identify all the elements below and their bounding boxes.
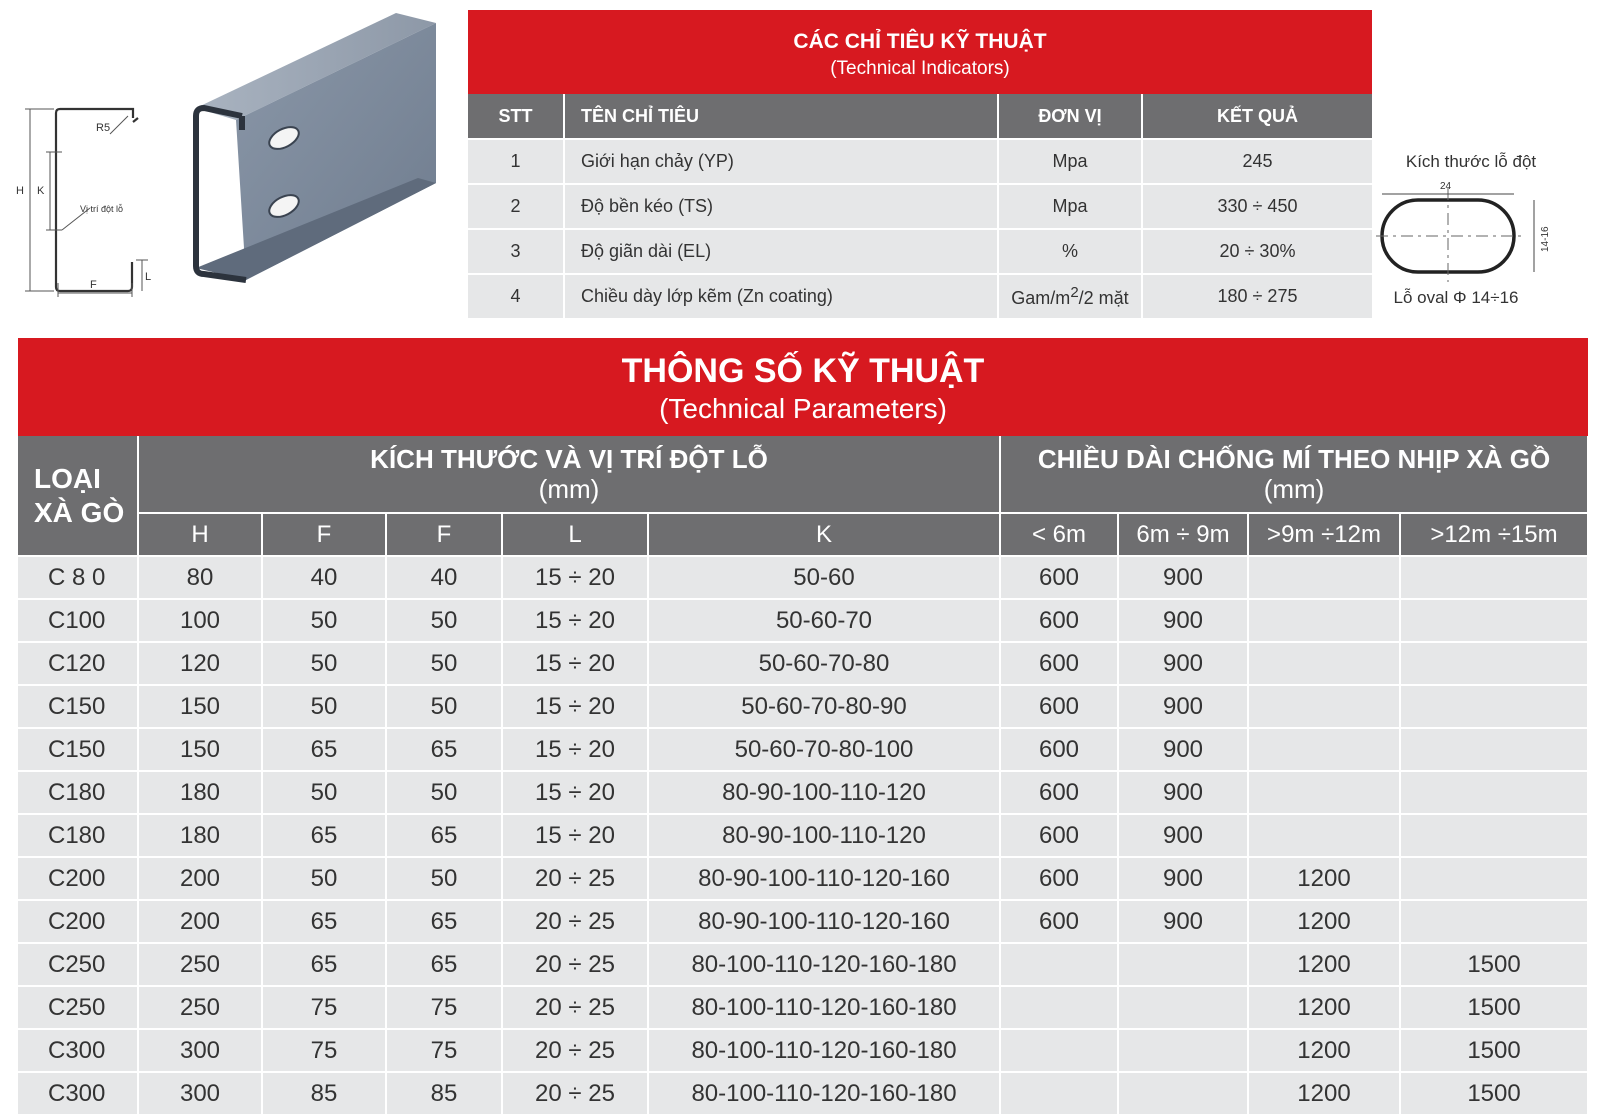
cell-lt6m: 600: [1000, 900, 1118, 943]
cell-l: 15 ÷ 20: [502, 599, 648, 642]
col-header-h: H: [138, 513, 262, 556]
indicators-header-row: [468, 94, 1372, 139]
cell-f2: 65: [386, 943, 502, 986]
cell-9-12m: 1200: [1248, 943, 1400, 986]
col-header-result: KẾT QUẢ: [1142, 94, 1372, 139]
parameters-subtitle: (Technical Parameters): [659, 393, 947, 424]
group-header-dimensions: [138, 436, 1000, 513]
cell-type: C200: [18, 857, 138, 900]
cell-f2: 50: [386, 857, 502, 900]
cell-name: Độ giãn dài (EL): [564, 229, 998, 274]
cell-f1: 50: [262, 642, 386, 685]
cell-9-12m: [1248, 642, 1400, 685]
cell-lt6m: 600: [1000, 642, 1118, 685]
cell-f1: 65: [262, 814, 386, 857]
cell-9-12m: 1200: [1248, 986, 1400, 1029]
cell-name: Chiều dày lớp kẽm (Zn coating): [564, 274, 998, 318]
parameters-table: [18, 436, 1589, 1116]
cell-k: 80-100-110-120-160-180: [648, 986, 1000, 1029]
cell-h: 150: [138, 685, 262, 728]
cell-k: 50-60-70-80-100: [648, 728, 1000, 771]
dimensions-title: KÍCH THƯỚC VÀ VỊ TRÍ ĐỘT LỖ: [370, 444, 768, 474]
cell-f2: 75: [386, 986, 502, 1029]
cell-stt: 2: [468, 184, 564, 229]
c-section-diagram: [10, 100, 160, 300]
cell-result: 245: [1142, 139, 1372, 184]
cell-type: C150: [18, 685, 138, 728]
col-header-unit: ĐƠN VỊ: [998, 94, 1142, 139]
cell-f1: 40: [262, 556, 386, 599]
col-header-f2: F: [386, 513, 502, 556]
cell-type: C200: [18, 900, 138, 943]
oval-height-label: 14-16: [1540, 226, 1551, 252]
cell-6-9m: 900: [1118, 857, 1248, 900]
cell-6-9m: [1118, 1029, 1248, 1072]
cell-l: 20 ÷ 25: [502, 857, 648, 900]
cell-12-15m: [1400, 556, 1588, 599]
cell-k: 50-60-70-80-90: [648, 685, 1000, 728]
indicators-table: [468, 94, 1372, 318]
cell-6-9m: [1118, 986, 1248, 1029]
table-row: [468, 139, 1372, 184]
cell-k: 50-60-70-80: [648, 642, 1000, 685]
cell-h: 100: [138, 599, 262, 642]
cell-f1: 50: [262, 685, 386, 728]
col-header-stt: STT: [468, 94, 564, 139]
f-label: F: [90, 279, 97, 291]
col-header-l: L: [502, 513, 648, 556]
table-row: [18, 943, 1588, 986]
cell-lt6m: 600: [1000, 599, 1118, 642]
col-header-lt6m: < 6m: [1000, 513, 1118, 556]
cell-9-12m: 1200: [1248, 857, 1400, 900]
cell-type: C150: [18, 728, 138, 771]
cell-6-9m: [1118, 943, 1248, 986]
cell-h: 80: [138, 556, 262, 599]
cell-lt6m: 600: [1000, 556, 1118, 599]
cell-f2: 65: [386, 728, 502, 771]
cell-l: 20 ÷ 25: [502, 1029, 648, 1072]
cell-lt6m: [1000, 1029, 1118, 1072]
cell-type: C300: [18, 1029, 138, 1072]
cell-9-12m: [1248, 771, 1400, 814]
technical-indicators-panel: [468, 10, 1372, 318]
cell-f2: 85: [386, 1072, 502, 1115]
indicators-title: CÁC CHỈ TIÊU KỸ THUẬT: [793, 30, 1047, 53]
table-row: [18, 986, 1588, 1029]
parameters-subheader-row: [18, 513, 1588, 556]
indicators-header: [468, 10, 1372, 94]
col-header-f1: F: [262, 513, 386, 556]
cell-l: 20 ÷ 25: [502, 900, 648, 943]
cell-6-9m: 900: [1118, 814, 1248, 857]
cell-12-15m: [1400, 771, 1588, 814]
cell-h: 180: [138, 771, 262, 814]
cell-stt: 4: [468, 274, 564, 318]
cell-12-15m: [1400, 685, 1588, 728]
col-header-6-9m: 6m ÷ 9m: [1118, 513, 1248, 556]
cell-6-9m: 900: [1118, 728, 1248, 771]
oval-hole-caption: Lỗ oval Φ 14÷16: [1393, 288, 1519, 307]
cell-k: 50-60: [648, 556, 1000, 599]
cell-type: C300: [18, 1072, 138, 1115]
cell-f2: 65: [386, 814, 502, 857]
cell-k: 80-90-100-110-120-160: [648, 900, 1000, 943]
cell-h: 150: [138, 728, 262, 771]
cell-name: Giới hạn chảy (YP): [564, 139, 998, 184]
cell-f2: 40: [386, 556, 502, 599]
cell-name: Độ bền kéo (TS): [564, 184, 998, 229]
h-label: H: [16, 185, 24, 197]
cell-6-9m: 900: [1118, 599, 1248, 642]
cell-lt6m: 600: [1000, 728, 1118, 771]
lap-length-title: CHIỀU DÀI CHỐNG MÍ THEO NHỊP XÀ GỒ: [1037, 444, 1551, 474]
cell-type: C180: [18, 771, 138, 814]
cell-f2: 50: [386, 771, 502, 814]
table-row: [18, 728, 1588, 771]
cell-lt6m: [1000, 943, 1118, 986]
cell-f1: 50: [262, 771, 386, 814]
parameters-group-row: [18, 436, 1588, 513]
cell-f1: 75: [262, 1029, 386, 1072]
cell-f2: 50: [386, 599, 502, 642]
cell-lt6m: 600: [1000, 771, 1118, 814]
parameters-body: [18, 556, 1588, 1115]
parameters-header: [18, 338, 1588, 436]
cell-h: 200: [138, 900, 262, 943]
oval-hole-shape: [1376, 178, 1576, 288]
table-row: [18, 685, 1588, 728]
col-header-9-12m: >9m ÷12m: [1248, 513, 1400, 556]
table-row: [18, 857, 1588, 900]
cell-f1: 85: [262, 1072, 386, 1115]
cell-h: 300: [138, 1029, 262, 1072]
cell-9-12m: 1200: [1248, 1072, 1400, 1115]
cell-unit: %: [998, 229, 1142, 274]
cell-l: 15 ÷ 20: [502, 814, 648, 857]
cell-f2: 75: [386, 1029, 502, 1072]
cell-9-12m: [1248, 556, 1400, 599]
cell-lt6m: [1000, 1072, 1118, 1115]
cell-f1: 65: [262, 900, 386, 943]
r5-label: R5: [96, 122, 111, 134]
cell-f1: 65: [262, 943, 386, 986]
cell-l: 15 ÷ 20: [502, 728, 648, 771]
cell-k: 80-100-110-120-160-180: [648, 1029, 1000, 1072]
cell-k: 80-90-100-110-120: [648, 771, 1000, 814]
cell-type: C 8 0: [18, 556, 138, 599]
cell-6-9m: 900: [1118, 556, 1248, 599]
table-row: [18, 814, 1588, 857]
cell-lt6m: 600: [1000, 814, 1118, 857]
cell-12-15m: 1500: [1400, 986, 1588, 1029]
cell-9-12m: 1200: [1248, 900, 1400, 943]
cell-type: C180: [18, 814, 138, 857]
cell-f2: 65: [386, 900, 502, 943]
cell-12-15m: [1400, 857, 1588, 900]
unit-prefix: Gam/m: [1011, 288, 1071, 308]
cell-12-15m: [1400, 900, 1588, 943]
cell-6-9m: 900: [1118, 771, 1248, 814]
oval-width-label: 24: [1440, 181, 1452, 192]
k-label: K: [37, 185, 45, 197]
cell-f1: 50: [262, 857, 386, 900]
oval-hole-diagram: [1376, 150, 1576, 310]
table-row: [468, 184, 1372, 229]
cell-l: 15 ÷ 20: [502, 771, 648, 814]
cell-stt: 1: [468, 139, 564, 184]
cell-12-15m: 1500: [1400, 943, 1588, 986]
cell-6-9m: 900: [1118, 900, 1248, 943]
cell-result: 180 ÷ 275: [1142, 274, 1372, 318]
cell-12-15m: [1400, 728, 1588, 771]
cell-l: 20 ÷ 25: [502, 943, 648, 986]
cell-h: 120: [138, 642, 262, 685]
cell-l: 15 ÷ 20: [502, 556, 648, 599]
cell-unit: Mpa: [998, 139, 1142, 184]
col-header-type: [18, 436, 138, 556]
cell-f2: 50: [386, 642, 502, 685]
type-header-line2: XÀ GÒ: [34, 496, 125, 528]
group-header-lap-length: [1000, 436, 1588, 513]
cell-k: 50-60-70: [648, 599, 1000, 642]
cell-l: 20 ÷ 25: [502, 986, 648, 1029]
cell-lt6m: 600: [1000, 857, 1118, 900]
cell-f1: 75: [262, 986, 386, 1029]
cell-k: 80-90-100-110-120-160: [648, 857, 1000, 900]
cell-12-15m: 1500: [1400, 1072, 1588, 1115]
table-row: [18, 1029, 1588, 1072]
cell-lt6m: 600: [1000, 685, 1118, 728]
cell-lt6m: [1000, 986, 1118, 1029]
cell-l: 20 ÷ 25: [502, 1072, 648, 1115]
hole-position-label: Vị trí đột lỗ: [80, 204, 124, 214]
cell-type: C100: [18, 599, 138, 642]
oval-hole-title: Kích thước lỗ đột: [1405, 152, 1537, 171]
technical-parameters-panel: [18, 338, 1588, 1116]
cell-result: 330 ÷ 450: [1142, 184, 1372, 229]
l-label: L: [145, 271, 152, 283]
col-header-12-15m: >12m ÷15m: [1400, 513, 1588, 556]
cell-type: C250: [18, 986, 138, 1029]
col-header-name: TÊN CHỈ TIÊU: [564, 94, 998, 139]
cell-f2: 50: [386, 685, 502, 728]
cell-h: 200: [138, 857, 262, 900]
table-row: [468, 229, 1372, 274]
cell-unit: [998, 274, 1142, 318]
cell-9-12m: 1200: [1248, 1029, 1400, 1072]
cell-12-15m: 1500: [1400, 1029, 1588, 1072]
col-header-k: K: [648, 513, 1000, 556]
cell-6-9m: 900: [1118, 685, 1248, 728]
table-row: [18, 642, 1588, 685]
unit-sup: 2: [1070, 284, 1079, 301]
cell-12-15m: [1400, 642, 1588, 685]
cell-12-15m: [1400, 814, 1588, 857]
cell-6-9m: 900: [1118, 642, 1248, 685]
cell-result: 20 ÷ 30%: [1142, 229, 1372, 274]
table-row: [18, 900, 1588, 943]
cell-f1: 65: [262, 728, 386, 771]
cell-k: 80-90-100-110-120: [648, 814, 1000, 857]
table-row: [18, 599, 1588, 642]
unit-suffix: /2 mặt: [1078, 288, 1129, 308]
cell-k: 80-100-110-120-160-180: [648, 1072, 1000, 1115]
cell-h: 300: [138, 1072, 262, 1115]
cell-9-12m: [1248, 685, 1400, 728]
cell-l: 15 ÷ 20: [502, 685, 648, 728]
cell-type: C250: [18, 943, 138, 986]
dimensions-unit: (mm): [538, 474, 600, 504]
cell-6-9m: [1118, 1072, 1248, 1115]
cell-l: 15 ÷ 20: [502, 642, 648, 685]
c-channel-illustration: [186, 8, 448, 290]
table-row: [18, 1072, 1588, 1115]
parameters-title: THÔNG SỐ KỸ THUẬT: [621, 352, 985, 390]
table-row: [18, 556, 1588, 599]
lap-length-unit: (mm): [1263, 474, 1325, 504]
cell-h: 180: [138, 814, 262, 857]
indicators-subtitle: (Technical Indicators): [830, 58, 1010, 79]
cell-type: C120: [18, 642, 138, 685]
table-row: [468, 274, 1372, 318]
cell-12-15m: [1400, 599, 1588, 642]
cell-9-12m: [1248, 728, 1400, 771]
cell-f1: 50: [262, 599, 386, 642]
cell-stt: 3: [468, 229, 564, 274]
type-header-line1: LOẠI: [34, 462, 101, 494]
cell-9-12m: [1248, 814, 1400, 857]
cell-h: 250: [138, 986, 262, 1029]
cell-9-12m: [1248, 599, 1400, 642]
cell-unit: Mpa: [998, 184, 1142, 229]
cell-h: 250: [138, 943, 262, 986]
cell-k: 80-100-110-120-160-180: [648, 943, 1000, 986]
table-row: [18, 771, 1588, 814]
